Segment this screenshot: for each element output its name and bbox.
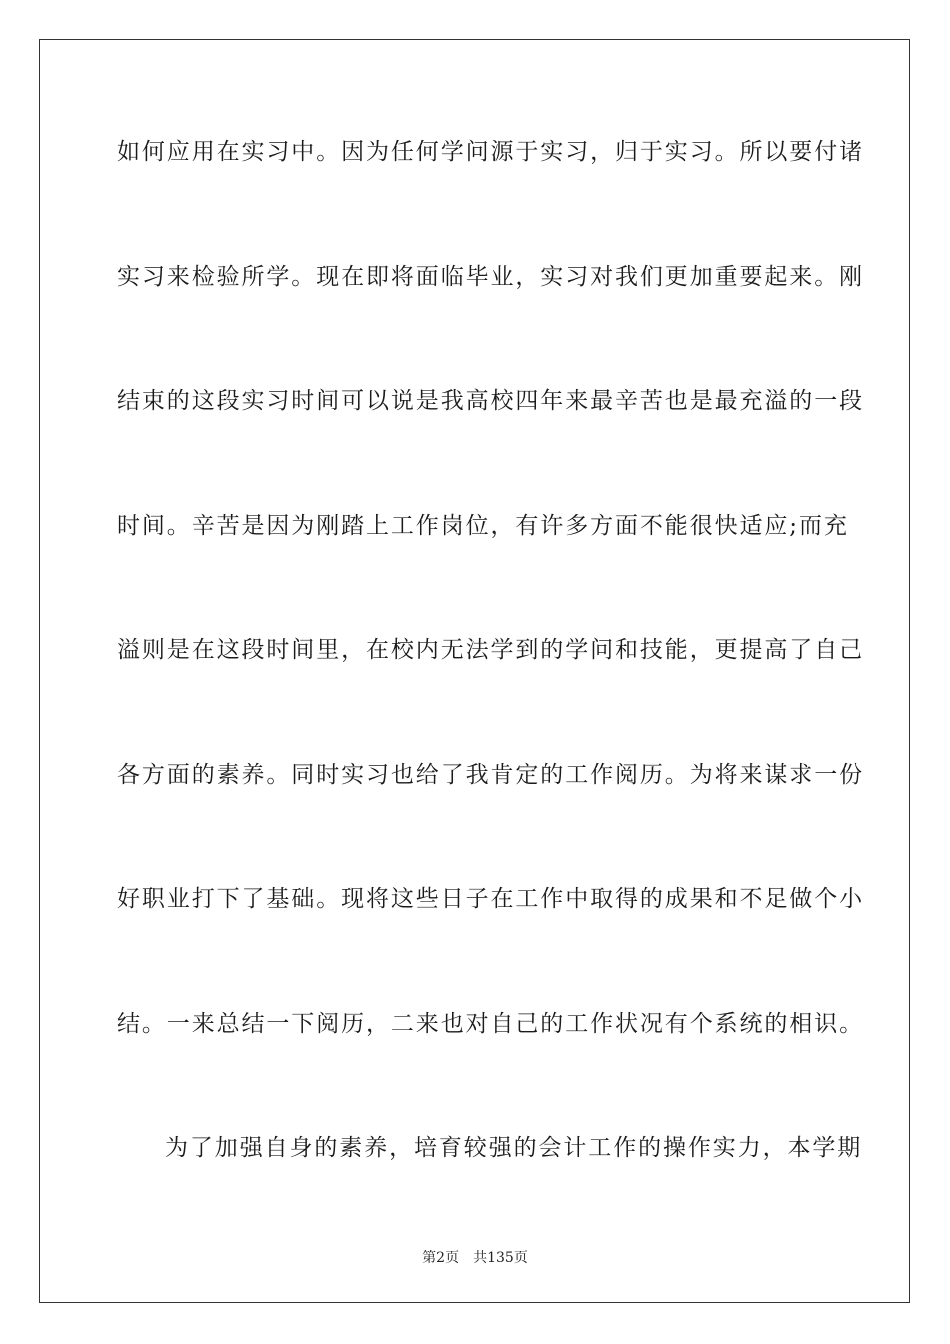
body-line: 实习来检验所学。现在即将面临毕业，实习对我们更加重要起来。刚: [117, 263, 864, 290]
body-line: 溢则是在这段时间里，在校内无法学到的学问和技能，更提高了自己: [117, 637, 864, 663]
body-line: 各方面的素养。同时实习也给了我肯定的工作阅历。为将来谋求一份: [117, 761, 864, 788]
paragraph-start-line: 为了加强自身的素养，培育较强的会计工作的操作实力，本学期: [165, 1135, 863, 1161]
page-number: 第2页: [422, 1250, 460, 1266]
body-line: 结。一来总结一下阅历，二来也对自己的工作状况有个系统的相识。: [117, 1010, 864, 1037]
page-total: 共135页: [473, 1250, 528, 1266]
body-line: 时间。辛苦是因为刚踏上工作岗位，有许多方面不能很快适应;而充: [117, 512, 849, 539]
document-body: [117, 124, 864, 1245]
body-line: 好职业打下了基础。现将这些日子在工作中取得的成果和不足做个小: [117, 886, 864, 912]
body-line: 结束的这段实习时间可以说是我高校四年来最辛苦也是最充溢的一段: [117, 388, 864, 414]
page-footer: [0, 1247, 950, 1267]
body-line: 如何应用在实习中。因为任何学问源于实习，归于实习。所以要付诸: [117, 139, 864, 165]
